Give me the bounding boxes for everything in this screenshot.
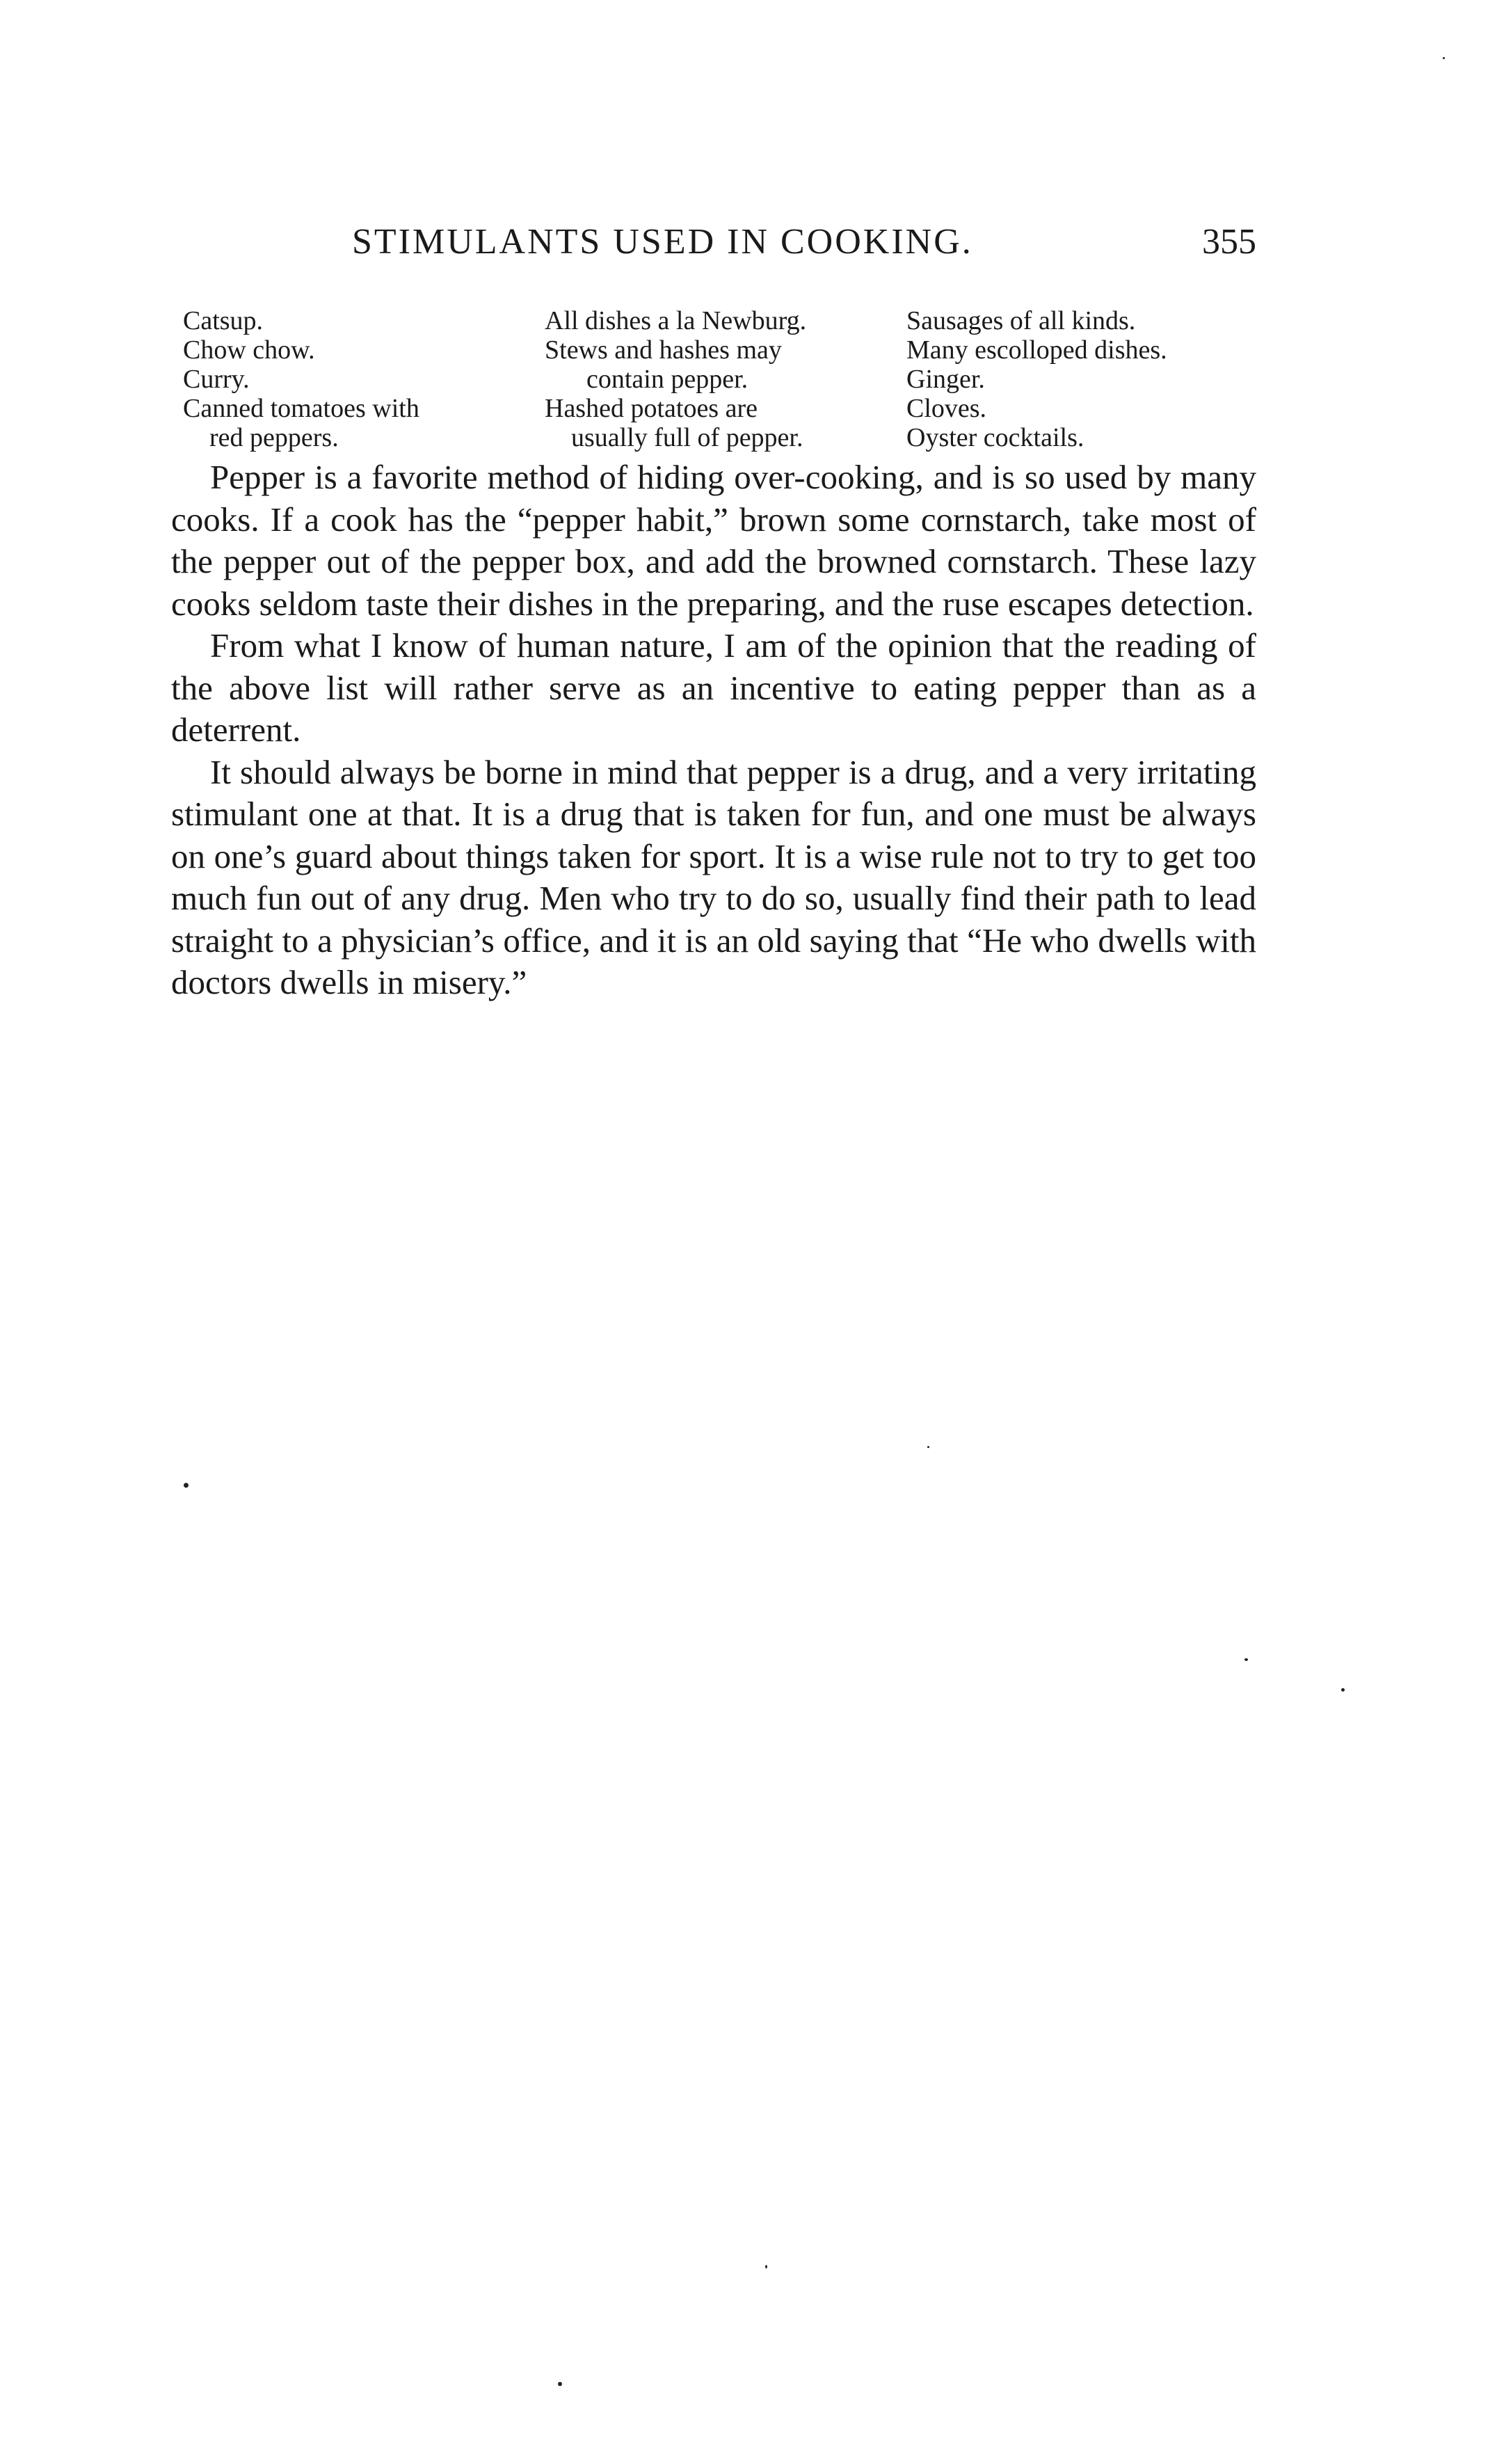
list-item: Many escolloped dishes. — [906, 335, 1167, 365]
scan-speck — [927, 1446, 929, 1448]
list-item: Catsup. — [183, 306, 264, 335]
list-item: Ginger. — [906, 365, 985, 394]
list-item: Canned tomatoes with — [183, 394, 419, 423]
running-head — [171, 221, 1256, 264]
list-column-3 — [906, 306, 1282, 452]
scan-speck — [1341, 1688, 1345, 1692]
list-item-continuation: contain pepper. — [586, 365, 748, 394]
list-item: Chow chow. — [183, 335, 315, 365]
list-item: Cloves. — [906, 394, 987, 423]
scan-speck — [1443, 57, 1445, 59]
list-item-continuation: usually full of pepper. — [571, 423, 803, 452]
list-item: Sausages of all kinds. — [906, 306, 1136, 335]
list-column-1 — [183, 306, 531, 452]
body-text — [171, 456, 1256, 1004]
list-item: Stews and hashes may — [545, 335, 782, 365]
scan-speck — [1244, 1658, 1248, 1661]
list-item: Hashed potatoes are — [545, 394, 758, 423]
scan-speck — [558, 2382, 562, 2386]
list-item: Curry. — [183, 365, 250, 394]
paragraph: It should always be borne in mind that pepper is a drug, and a very irritating stimulant one at that. It is a drug that is taken for fun, and one must be always on one’s guard about things taken for sport. It is a wise rule not to try to get too much fun out of any drug. Men who try to do so, usually find their path to lead straight to a physician’s office, and it is an old saying that “He who dwells with doctors dwells in misery.” — [171, 752, 1256, 1001]
running-title: STIMULANTS USED IN COOKING. — [352, 222, 973, 262]
list-column-2 — [545, 306, 906, 452]
page-number: 355 — [1202, 222, 1256, 262]
list-item: All dishes a la Newburg. — [545, 306, 807, 335]
list-item: Oyster cocktails. — [906, 423, 1084, 452]
scan-speck — [765, 2265, 767, 2268]
scan-speck — [184, 1483, 189, 1488]
list-item-continuation: red peppers. — [209, 423, 339, 452]
paragraph: From what I know of human nature, I am of the opinion that the reading of the above list will rather serve as an incentive to eating pepper than as a deterrent. — [171, 626, 1256, 749]
paragraph: Pepper is a favorite method of hiding over-cooking, and is so used by many cooks. If a cook has the “pepper habit,” brown some cornstarch, take most of the pepper out of the pepper box, and add the browned cornstarch. These lazy cooks seldom taste their dishes in the preparing, and the ruse escapes detection. — [171, 458, 1256, 623]
